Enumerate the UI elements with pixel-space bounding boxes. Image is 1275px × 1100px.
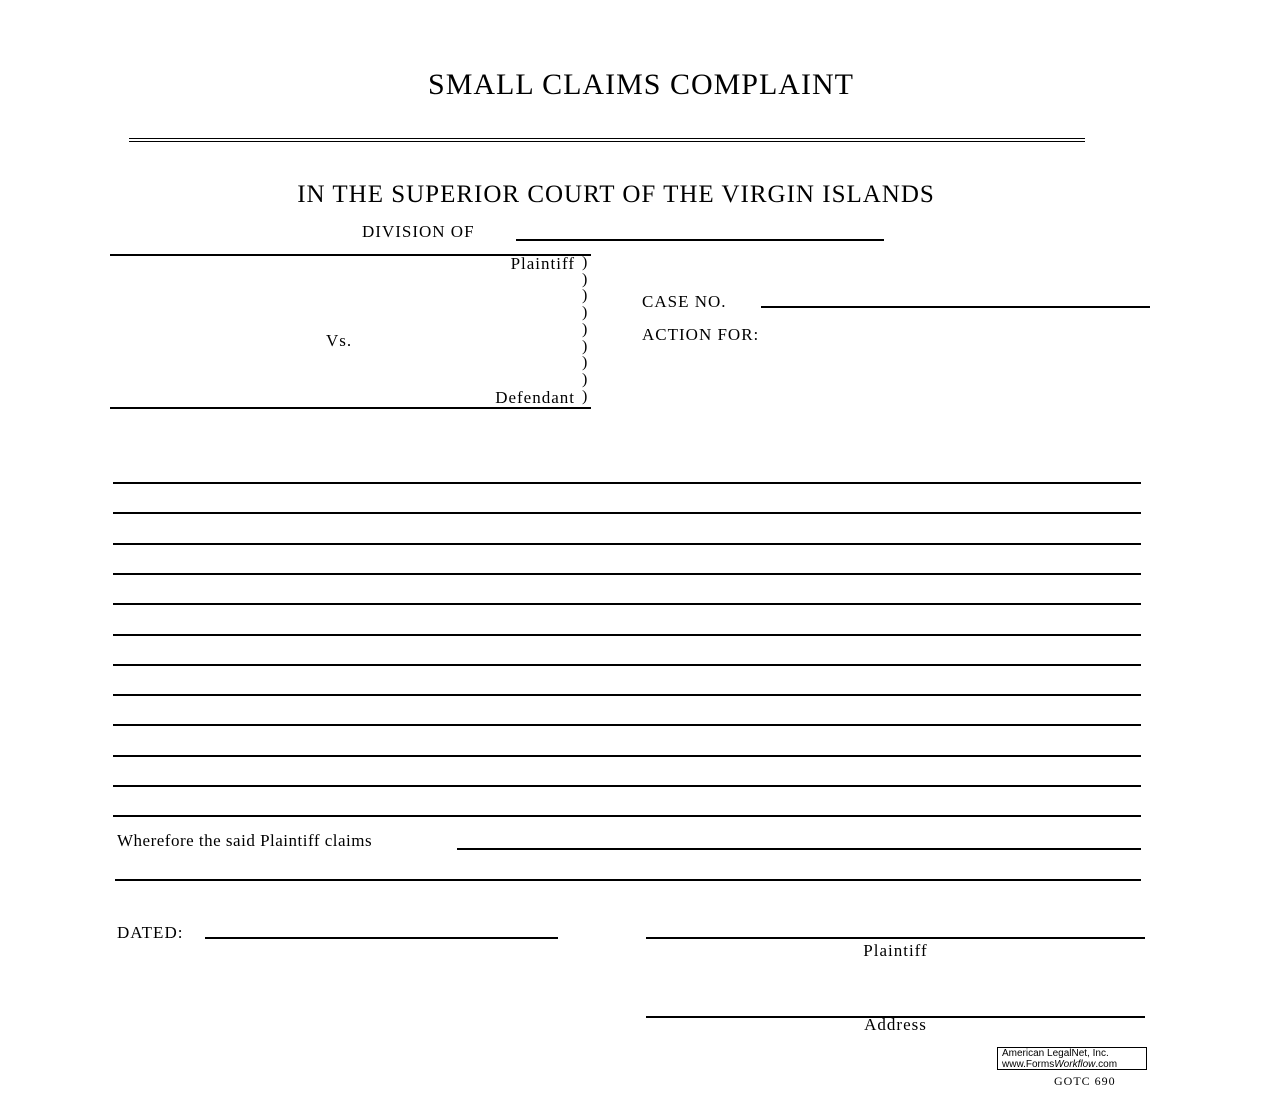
complaint-body-line[interactable] — [113, 785, 1141, 787]
title-double-rule — [129, 138, 1085, 139]
caption-paren: ) — [582, 388, 588, 405]
dated-label: DATED: — [117, 923, 184, 942]
website-prefix: www.Forms — [1002, 1058, 1055, 1070]
caption-paren: ) — [582, 254, 588, 271]
caption-paren: ) — [582, 338, 588, 355]
website-suffix: .com — [1095, 1058, 1118, 1070]
title-double-rule-second — [129, 141, 1085, 142]
form-title: SMALL CLAIMS COMPLAINT — [428, 68, 854, 101]
caption-paren: ) — [582, 271, 588, 288]
complaint-body-line[interactable] — [113, 815, 1141, 817]
complaint-body-line[interactable] — [113, 512, 1141, 514]
complaint-body-line[interactable] — [113, 755, 1141, 757]
caption-bottom-rule — [110, 407, 591, 409]
caption-paren: ) — [582, 371, 588, 388]
publisher-stamp — [997, 1047, 1147, 1070]
caption-paren: ) — [582, 354, 588, 371]
form-code: GOTC 690 — [1054, 1074, 1116, 1088]
complaint-body-line[interactable] — [113, 573, 1141, 575]
complaint-body-line[interactable] — [113, 603, 1141, 605]
address-label: Address — [864, 1015, 927, 1034]
complaint-body-line[interactable] — [113, 482, 1141, 484]
plaintiff-signature-field[interactable] — [646, 937, 1145, 939]
complaint-body-line[interactable] — [113, 634, 1141, 636]
publisher-website — [1002, 1060, 1146, 1071]
action-for-label: ACTION FOR: — [642, 325, 760, 344]
complaint-body-line[interactable] — [113, 664, 1141, 666]
caption-paren: ) — [582, 287, 588, 304]
court-heading: IN THE SUPERIOR COURT OF THE VIRGIN ISLANDS — [297, 181, 935, 208]
vs-label: Vs. — [326, 331, 353, 350]
complaint-body-line[interactable] — [113, 694, 1141, 696]
division-label: DIVISION OF — [362, 222, 475, 241]
case-no-label: CASE NO. — [642, 292, 727, 311]
publisher-company: American LegalNet, Inc. — [1002, 1048, 1109, 1059]
complaint-body-line[interactable] — [113, 543, 1141, 545]
defendant-caption-label: Defendant — [495, 388, 575, 407]
website-italic: Workflow — [1054, 1058, 1096, 1070]
claim-continuation-line[interactable] — [115, 879, 1141, 881]
division-field[interactable] — [516, 239, 884, 241]
plaintiff-caption-label: Plaintiff — [510, 254, 575, 273]
caption-paren: ) — [582, 304, 588, 321]
plaintiff-signature-label: Plaintiff — [863, 941, 928, 960]
wherefore-label: Wherefore the said Plaintiff claims — [117, 831, 373, 850]
caption-paren: ) — [582, 321, 588, 338]
claim-amount-field[interactable] — [457, 848, 1141, 850]
case-no-field[interactable] — [761, 306, 1150, 308]
dated-field[interactable] — [205, 937, 558, 939]
complaint-body-line[interactable] — [113, 724, 1141, 726]
